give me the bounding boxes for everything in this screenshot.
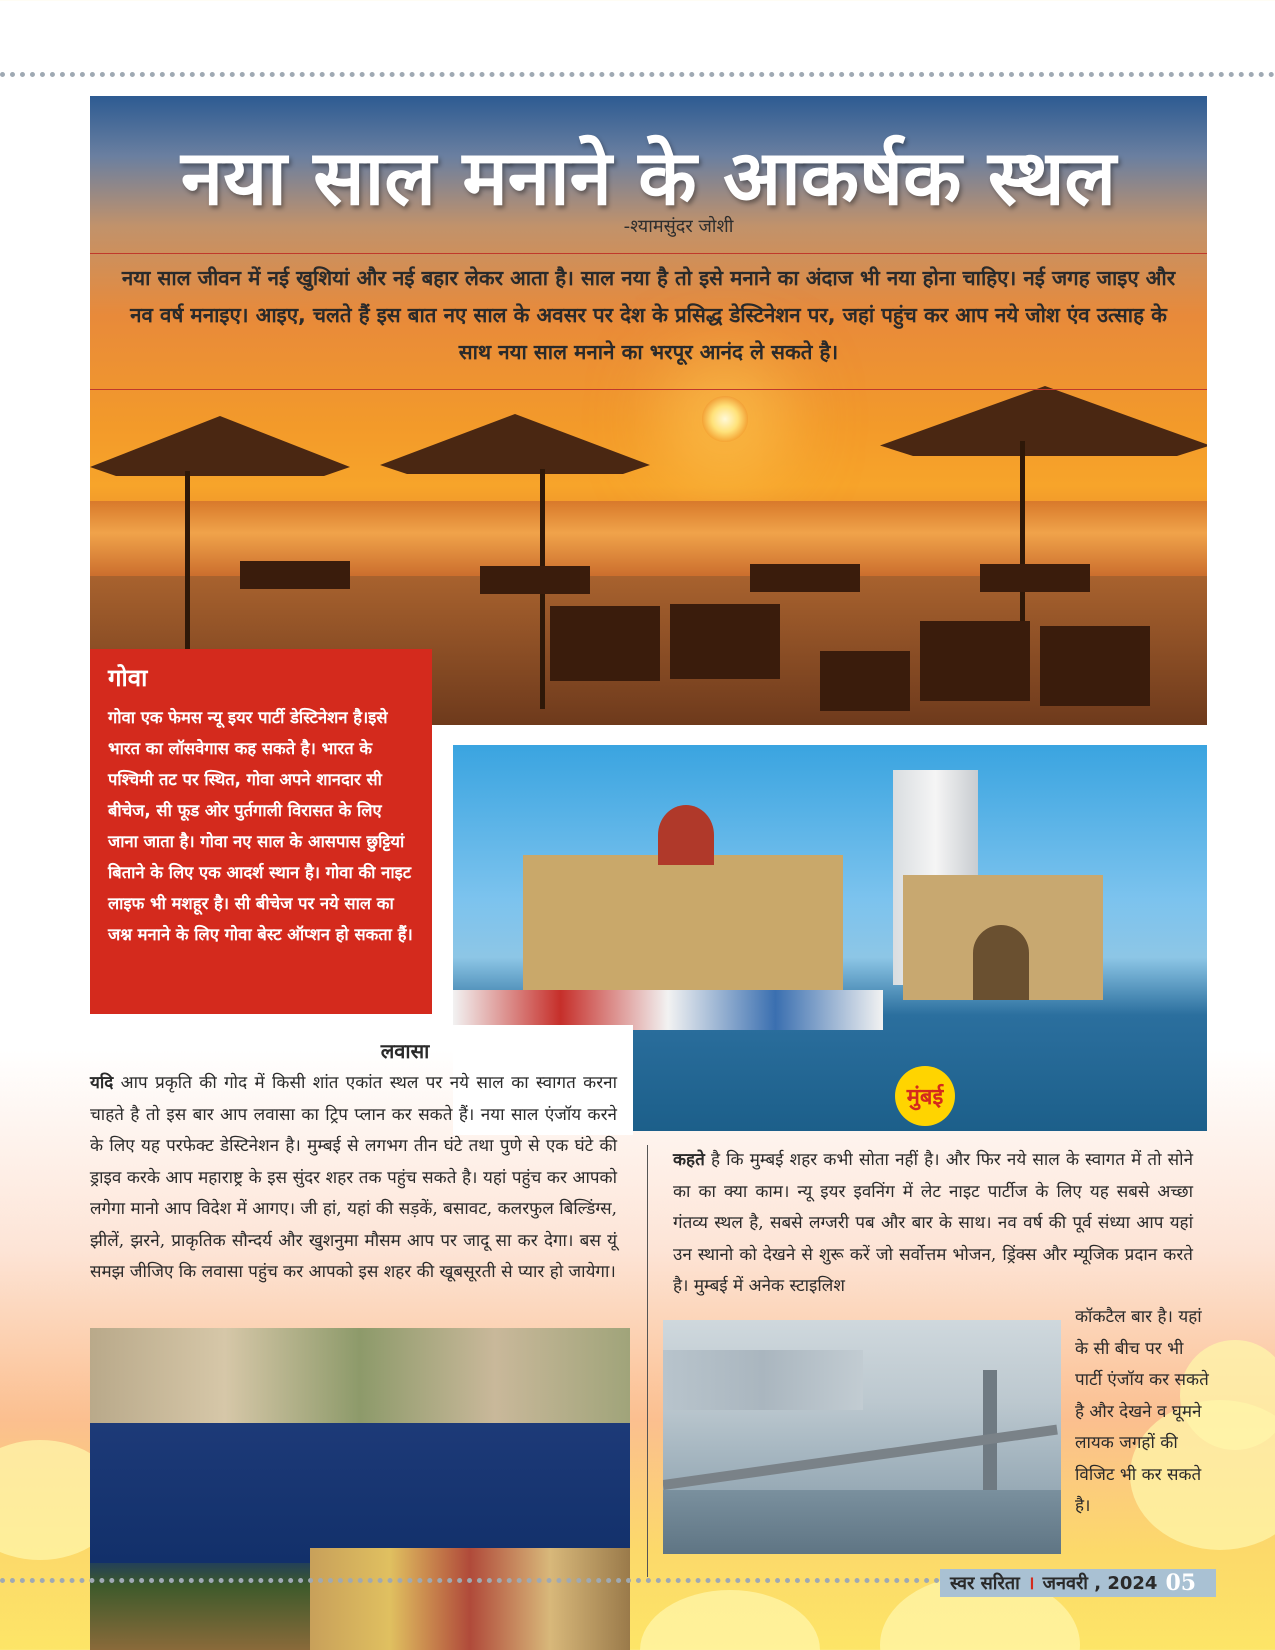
beach-chair-image [750, 564, 860, 592]
lounger-image [670, 604, 780, 679]
hillside-buildings-image [90, 1328, 630, 1423]
intro-top-rule [90, 253, 1207, 254]
footer-separator: । [1027, 1573, 1035, 1594]
taj-hotel-image [523, 855, 843, 995]
mumbai-photo-label: मुंबई [895, 1066, 955, 1126]
hero-banner [90, 96, 1207, 725]
sea-link-photo [663, 1320, 1061, 1554]
bridge-tower-image [983, 1370, 997, 1490]
mumbai-lead-word: कहते [673, 1150, 705, 1170]
lavasa-photo [90, 1328, 630, 1650]
magazine-name: स्वर सरिता [950, 1573, 1020, 1594]
lavasa-lead-word: यदि [90, 1073, 114, 1093]
lavasa-text: आप प्रकृति की गोद में किसी शांत एकांत स्थल पर नये साल का स्वागत करना चाहते है तो इस बार आप लवासा का ट्रिप प्लान कर सकते हैं। नया साल एंजॉय करने के लिए यह परफेक्ट डेस्टिनेशन है। मुम्बई से लगभग तीन घंटे तथा पुणे से एक घंटे की ड्राइव करके आप महाराष्ट्र के इस सुंदर शहर तक पहुंच सकते है। यहां पहुंच कर आपको लगेगा मानो आप विदेश में आगए। जी हां, यहां की सड़कें, बसावट, कलरफुल बिल्डिंग्स, झीलें, झरने, प्राकृतिक सौन्दर्य और खुशनुमा मौसम आप पर जादू सा कर देगा। बस यूं समझ जीजिए कि लवासा पहुंच कर आपको इस शहर की खूबसूरती से प्यार हो जायेगा। [90, 1073, 617, 1282]
table-image [820, 651, 910, 711]
beach-chair-image [240, 561, 350, 589]
goa-heading: गोवा [108, 664, 148, 692]
beach-chair-image [980, 564, 1090, 592]
bottom-dotted-rule [0, 1578, 940, 1583]
taj-dome-image [658, 805, 714, 865]
intro-paragraph: नया साल जीवन में नई खुशियां और नई बहार लेकर आता है। साल नया है तो इसे मनाने का अंदाज भी नया होना चाहिए। नई जगह जाइए और नव वर्ष मनाइए। आइए, चलते हैं इस बात नए साल के अवसर पर देश के प्रसिद्ध डेस्टिनेशन पर, जहां पहुंच कर आप नये जोश एंव उत्साह के साथ नया साल मनाने का भरपूर आनंद ले सकते है। [121, 266, 1176, 364]
lounger-image [920, 621, 1030, 701]
mumbai-paragraph [673, 1145, 1193, 1303]
column-divider [647, 1145, 648, 1577]
boats-image [453, 990, 883, 1030]
beach-chair-image [480, 566, 590, 594]
mumbai-text: है कि मुम्बई शहर कभी सोता नहीं है। और फिर नये साल के स्वागत में तो सोने का का क्या काम। न्यू इयर इवनिंग में लेट नाइट पार्टीज के लिए यह सबसे अच्छा गंतव्य स्थल है, सबसे लग्जरी पब और बार के साथ। नव वर्ष की पूर्व संध्या आप यहां उन स्थानो को देखने से शुरू करें जो सर्वोत्तम भोजन, ड्रिंक्स और म्यूजिक प्रदान करते है। मुम्बई में अनेक स्टाइलिश [673, 1150, 1193, 1296]
page-number: 05 [1165, 1570, 1197, 1596]
lounger-image [550, 606, 660, 681]
issue-date: जनवरी , 2024 [1042, 1573, 1158, 1594]
sea-image [663, 1490, 1061, 1554]
goa-paragraph: गोवा एक फेमस न्यू इयर पार्टी डेस्टिनेशन है।इसे भारत का लॉसवेगास कह सकते है। भारत के पश्चिमी तट पर स्थित, गोवा अपने शानदार सी बीचेज, सी फूड ओर पुर्तगाली विरासत के लिए जाना जाता है। गोवा नए साल के आसपास छुट्टियां बिताने के लिए एक आदर्श स्थान है। गोवा की नाइट लाइफ भी मशहूर है। सी बीचेज पर नये साल का जश्न मनाने के लिए गोवा बेस्ट ऑप्शन हो सकता हैं। [108, 708, 413, 944]
gateway-arch-image [973, 925, 1029, 1000]
article-title: नया साल मनाने के आकर्षक स्थल [180, 133, 1117, 222]
colorful-houses-image [310, 1548, 630, 1650]
lavasa-heading: लवासा [380, 1039, 430, 1063]
lavasa-paragraph [90, 1068, 617, 1289]
lounger-image [1040, 626, 1150, 706]
intro-bottom-rule [90, 389, 1207, 390]
cloud-decoration [640, 1590, 820, 1650]
bridge-deck-image [663, 1425, 1058, 1490]
mumbai-side-paragraph [1075, 1302, 1210, 1523]
lake-image [90, 1423, 630, 1563]
goa-section [90, 649, 432, 1014]
mumbai-side-text: कॉकटैल बार है। यहां के सी बीच पर भी पार्टी एंजॉय कर सकते है और देखने व घूमने लायक जगहों की विजिट भी कर सकते है। [1075, 1307, 1209, 1516]
page-footer [940, 1569, 1216, 1597]
skyline-image [663, 1350, 863, 1410]
top-dotted-rule [0, 72, 1275, 77]
sun-image [702, 396, 748, 442]
author-byline: -श्यामसुंदर जोशी [623, 216, 734, 237]
